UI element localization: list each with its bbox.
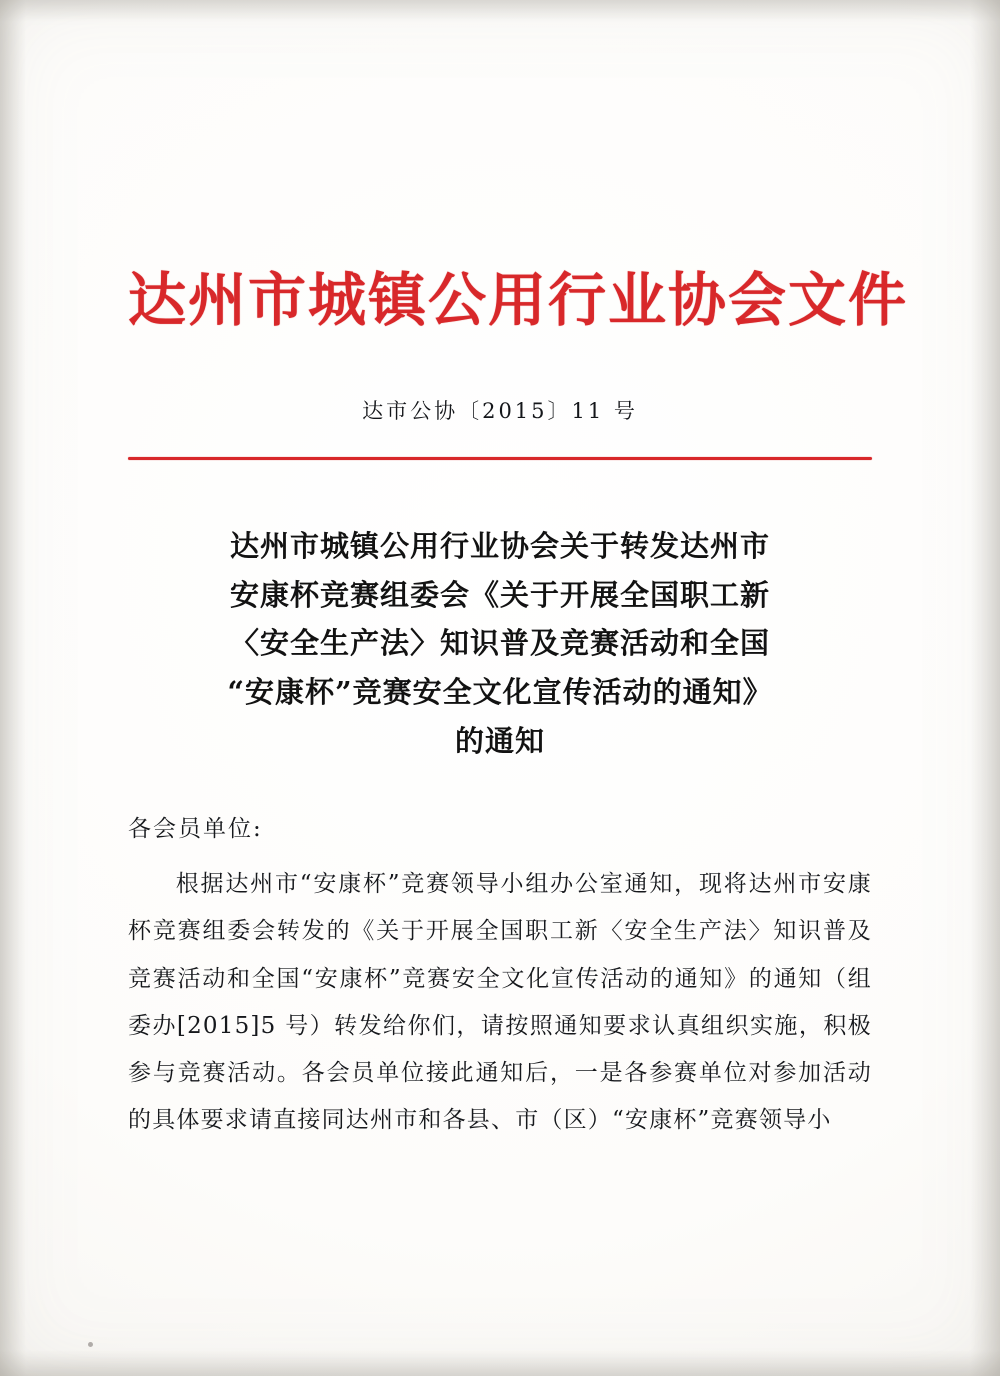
title-line-3: 〈安全生产法〉知识普及竞赛活动和全国 bbox=[229, 626, 770, 661]
document-title-block bbox=[128, 522, 872, 766]
document-number: 达市公协〔2015〕11 号 bbox=[362, 398, 638, 423]
title-line-1: 达州市城镇公用行业协会关于转发达州市 bbox=[229, 528, 770, 563]
scan-speck bbox=[88, 1342, 93, 1347]
title-line-2: 安康杯竞赛组委会《关于开展全国职工新 bbox=[229, 577, 770, 612]
document-body-paragraph bbox=[128, 861, 872, 1144]
title-line-5: 的通知 bbox=[454, 723, 545, 758]
red-separator-rule bbox=[128, 457, 872, 460]
paragraph-text: 根据达州市“安康杯”竞赛领导小组办公室通知，现将达州市安康杯竞赛组委会转发的《关于开展全国职工新〈安全生产法〉知识普及竞赛活动和全国“安康杯”竞赛安全文化宣传活动的通知》的通知（组委办[2015]5 号）转发给你们，请按照通知要求认真组织实施，积极参与竞赛活动。各会员单位接此通知后，一是各参赛单位对参加活动的具体要求请直接同达州市和各县、市（区）“安康杯”竞赛领导小 bbox=[128, 871, 872, 1133]
title-line-4: “安康杯”竞赛安全文化宣传活动的通知》 bbox=[227, 675, 773, 710]
document-salutation: 各会员单位: bbox=[128, 815, 263, 842]
document-masthead-title: 达州市城镇公用行业协会文件 bbox=[128, 266, 909, 334]
